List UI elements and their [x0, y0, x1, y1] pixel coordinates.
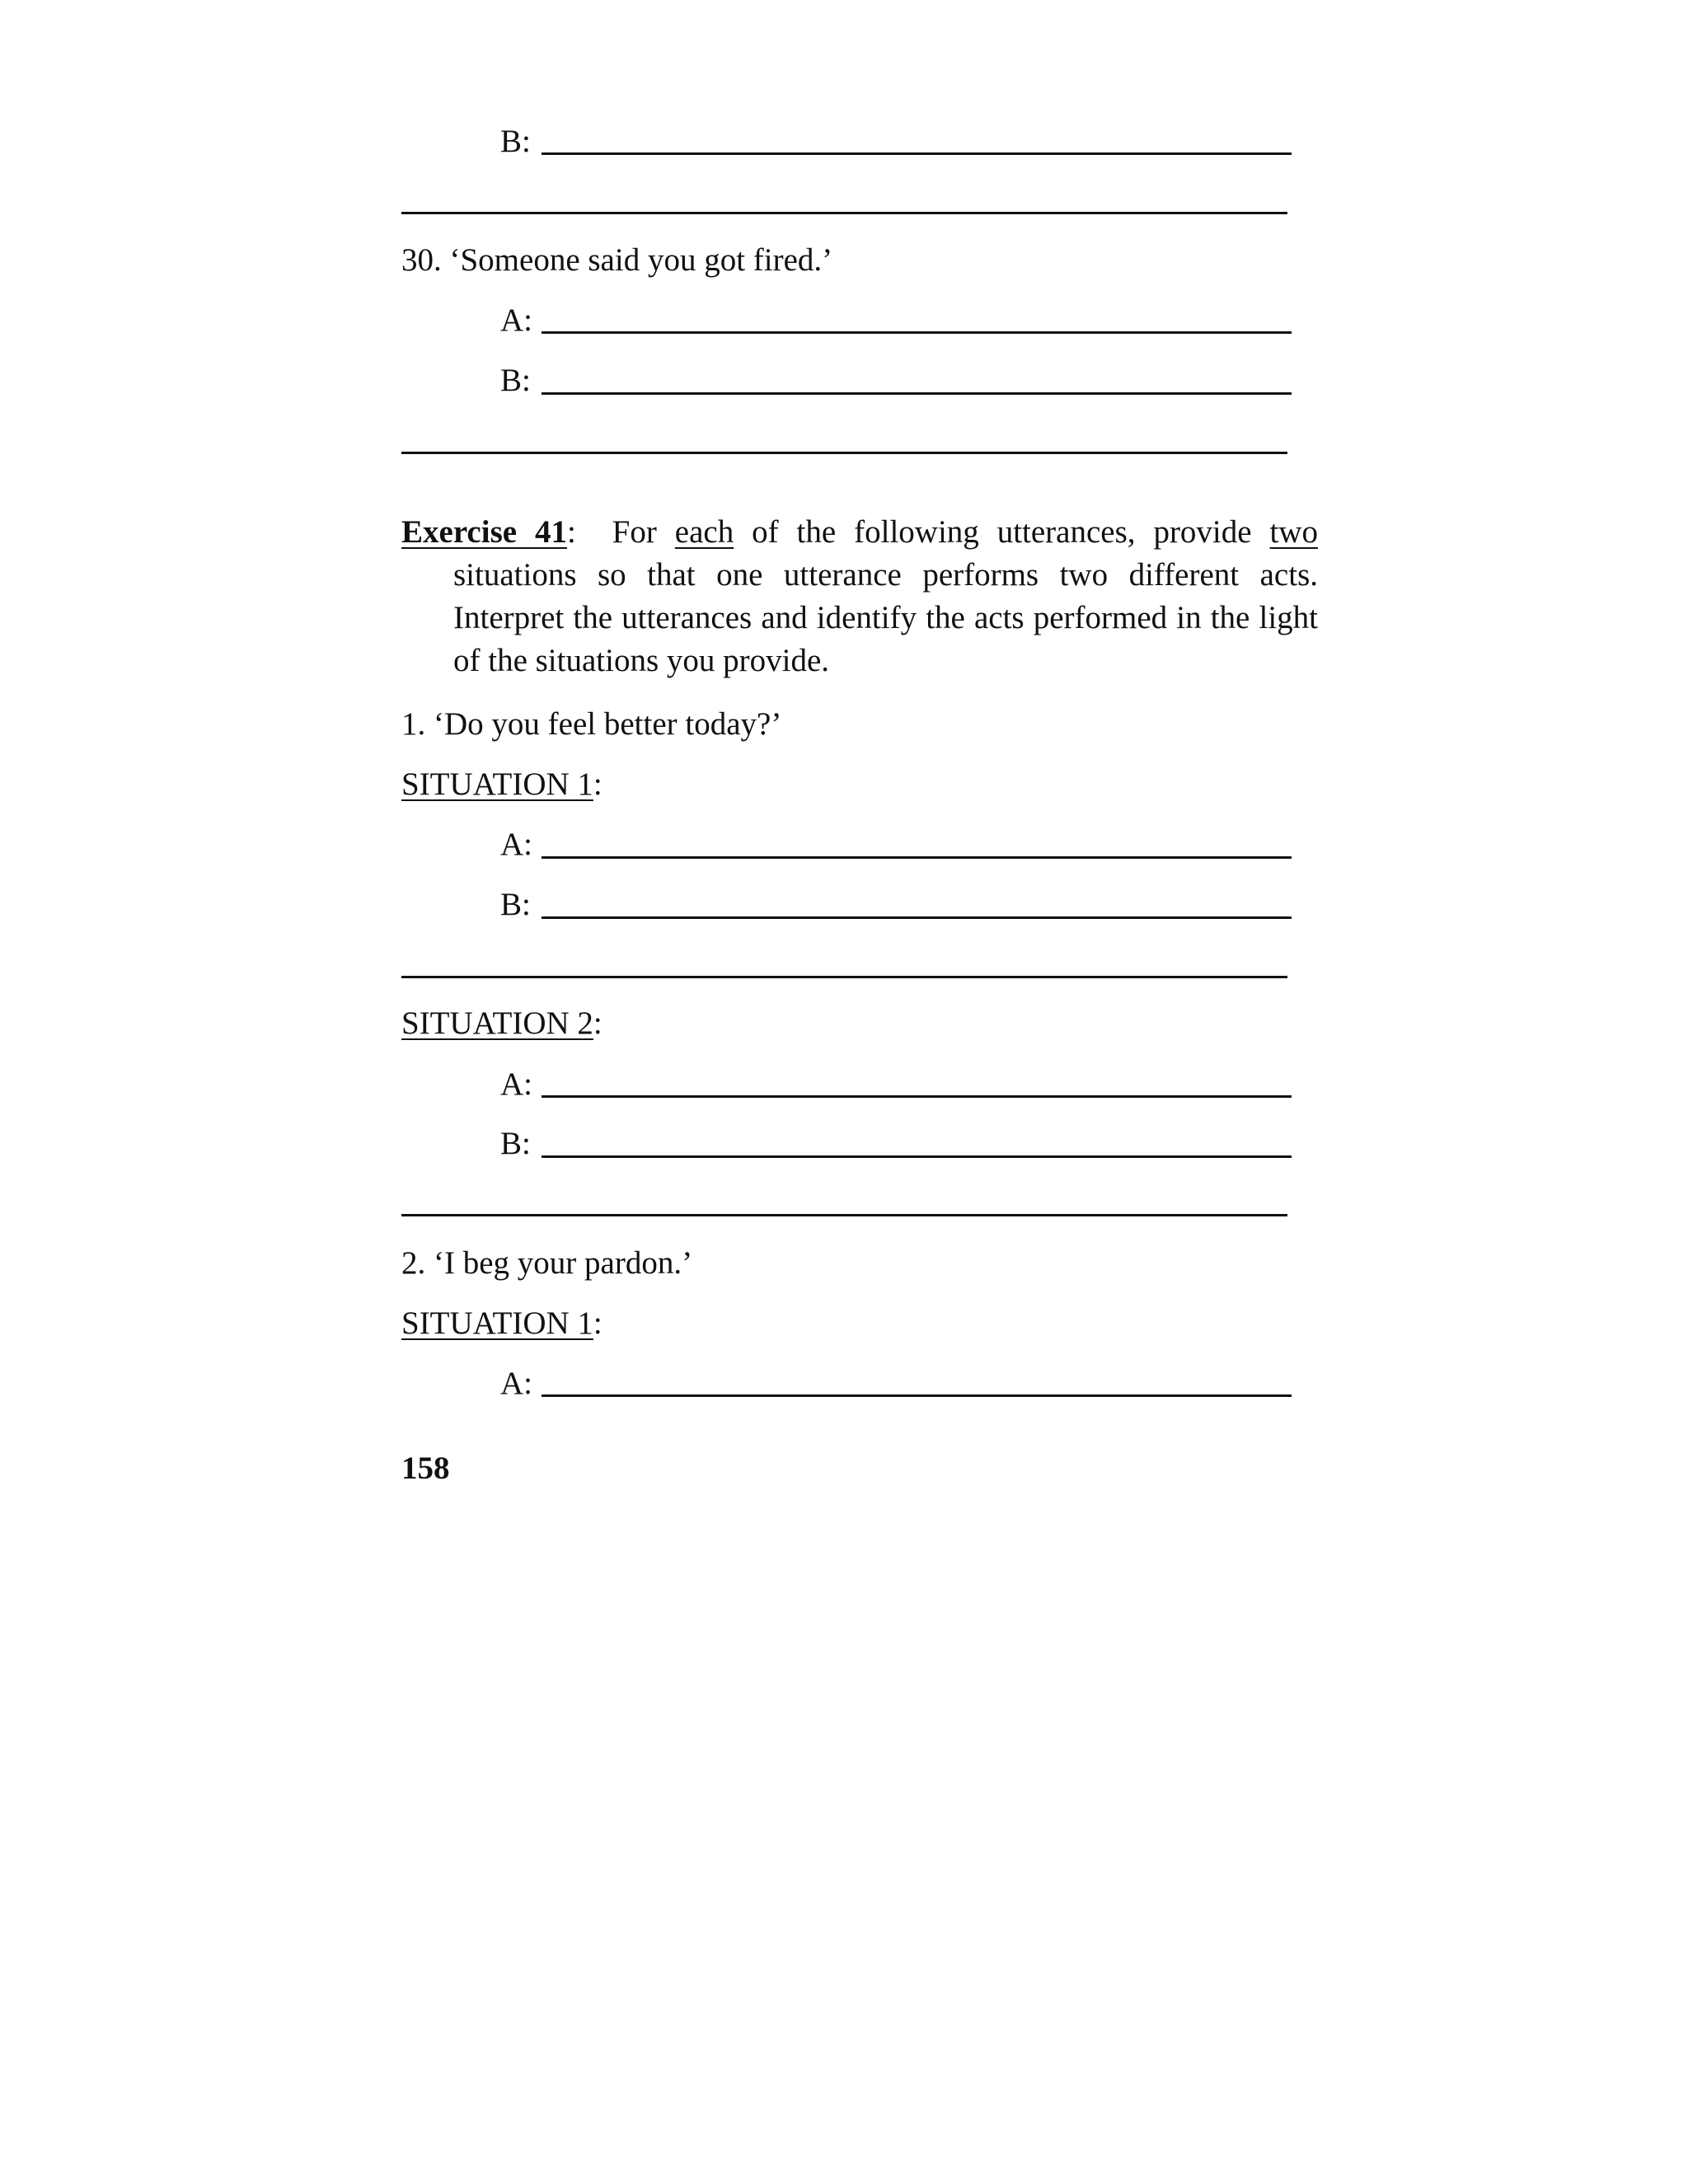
situation-1-heading: SITUATION 1:: [401, 766, 603, 802]
answer-line-b[interactable]: [542, 916, 1292, 919]
situation-2-heading: SITUATION 2:: [401, 1005, 603, 1041]
answer-line-a[interactable]: [542, 1095, 1292, 1098]
exercise-instruction: Exercise 41: For each of the following utterances, provide two situations so that one utterance performs two different acts. Interpret the utterances and identify the acts performed in the light of the situations you provide.: [401, 514, 1318, 678]
emphasis-two: two: [1269, 514, 1318, 550]
answer-line-full[interactable]: [401, 976, 1287, 978]
speaker-label-a: A:: [500, 1366, 532, 1401]
answer-line-full[interactable]: [401, 452, 1287, 454]
speaker-label-a: A:: [500, 827, 532, 862]
answer-line-b[interactable]: [542, 1155, 1292, 1158]
speaker-label-b: B:: [500, 363, 531, 398]
answer-line-a[interactable]: [542, 856, 1292, 859]
answer-line-a[interactable]: [542, 331, 1292, 334]
situation-1-heading: SITUATION 1:: [401, 1305, 603, 1341]
speaker-label-b: B:: [500, 887, 531, 922]
speaker-label-b: B:: [500, 1126, 531, 1161]
answer-line-a[interactable]: [542, 1394, 1292, 1397]
emphasis-each: each: [674, 514, 734, 550]
answer-line-full[interactable]: [401, 1214, 1287, 1216]
question-2-prompt: 2. ‘I beg your pardon.’: [401, 1245, 693, 1281]
answer-line-b[interactable]: [542, 152, 1292, 155]
page-number: 158: [401, 1451, 450, 1486]
speaker-label-b: B:: [500, 124, 531, 159]
answer-line-full[interactable]: [401, 212, 1287, 214]
speaker-label-a: A:: [500, 1066, 532, 1102]
exercise-label: Exercise 41: [401, 514, 567, 550]
question-1-prompt: 1. ‘Do you feel better today?’: [401, 706, 782, 742]
speaker-label-a: A:: [500, 302, 532, 338]
answer-line-b[interactable]: [542, 392, 1292, 395]
item-30-prompt: 30. ‘Someone said you got fired.’: [401, 242, 833, 278]
